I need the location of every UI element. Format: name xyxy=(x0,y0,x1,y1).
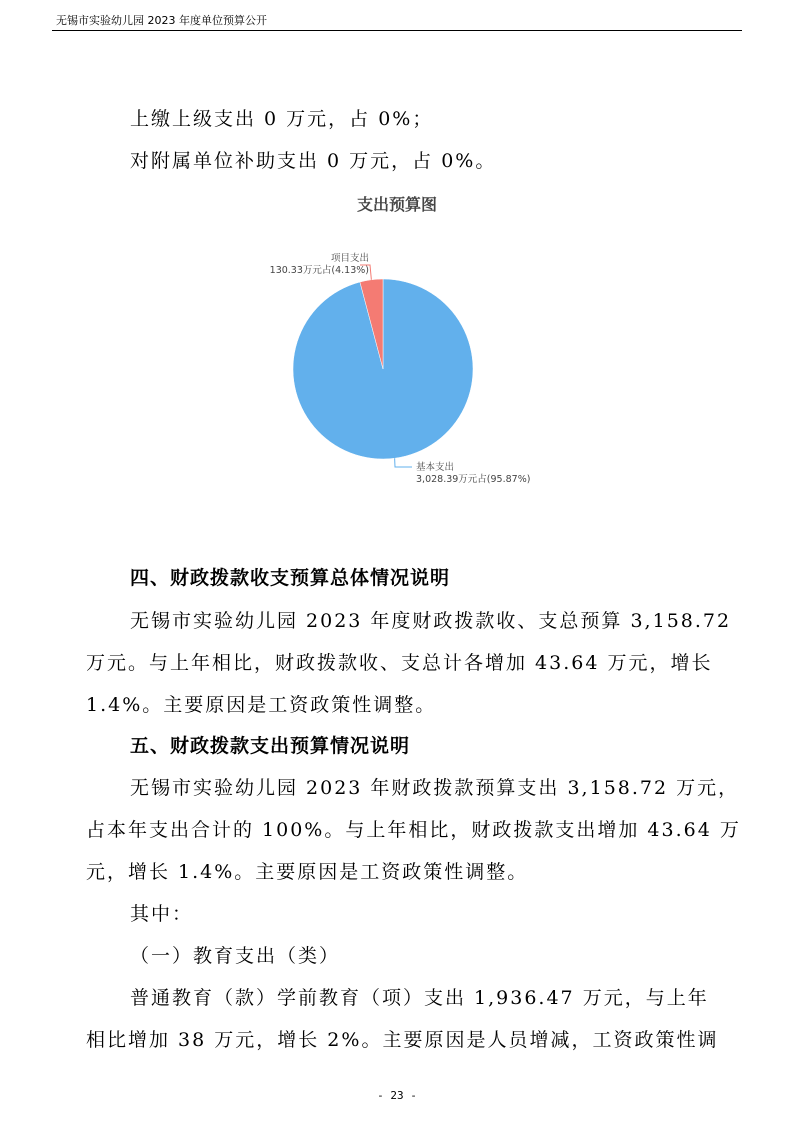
paragraph-line: 普通教育（款）学前教育（项）支出 1,936.47 万元，与上年 xyxy=(130,987,709,1009)
section-heading-4: 四、财政拨款收支预算总体情况说明 xyxy=(130,567,451,589)
paragraph-line: 万元。与上年相比，财政拨款收、支总计各增加 43.64 万元，增长 xyxy=(86,652,713,674)
pie-slice-basic xyxy=(293,279,473,459)
paragraph-line: 无锡市实验幼儿园 2023 年度财政拨款收、支总预算 3,158.72 xyxy=(130,610,732,632)
paragraph-line: 1.4%。主要原因是工资政策性调整。 xyxy=(86,694,437,716)
section-heading-5: 五、财政拨款支出预算情况说明 xyxy=(130,735,411,757)
paragraph-line: 对附属单位补助支出 0 万元，占 0%。 xyxy=(130,150,497,172)
paragraph-line: 相比增加 38 万元，增长 2%。主要原因是人员增减，工资政策性调 xyxy=(86,1029,719,1051)
pie-label-basic-value: 3,028.39万元占(95.87%) xyxy=(416,474,531,485)
paragraph-line: 占本年支出合计的 100%。与上年相比，财政拨款支出增加 43.64 万 xyxy=(86,819,741,841)
pie-label-project-name: 项目支出 xyxy=(330,253,369,264)
paragraph-line: 元，增长 1.4%。主要原因是工资政策性调整。 xyxy=(86,861,529,883)
chart-title: 支出预算图 xyxy=(356,195,437,214)
subheading: （一）教育支出（类） xyxy=(130,945,341,967)
header-title: 无锡市实验幼儿园 2023 年度单位预算公开 xyxy=(56,14,267,27)
page-number: - 23 - xyxy=(377,1089,417,1102)
paragraph-line: 其中： xyxy=(130,903,194,925)
pie-slice-project xyxy=(360,279,383,369)
page-header xyxy=(52,12,742,31)
paragraph-line: 上缴上级支出 0 万元，占 0%； xyxy=(130,108,434,130)
pie-label-project-value: 130.33万元占(4.13%) xyxy=(269,265,369,276)
paragraph-line: 无锡市实验幼儿园 2023 年财政拨款预算支出 3,158.72 万元， xyxy=(130,777,740,799)
pie-label-basic-name: 基本支出 xyxy=(416,462,455,473)
pie-leader-line-basic xyxy=(395,458,412,467)
